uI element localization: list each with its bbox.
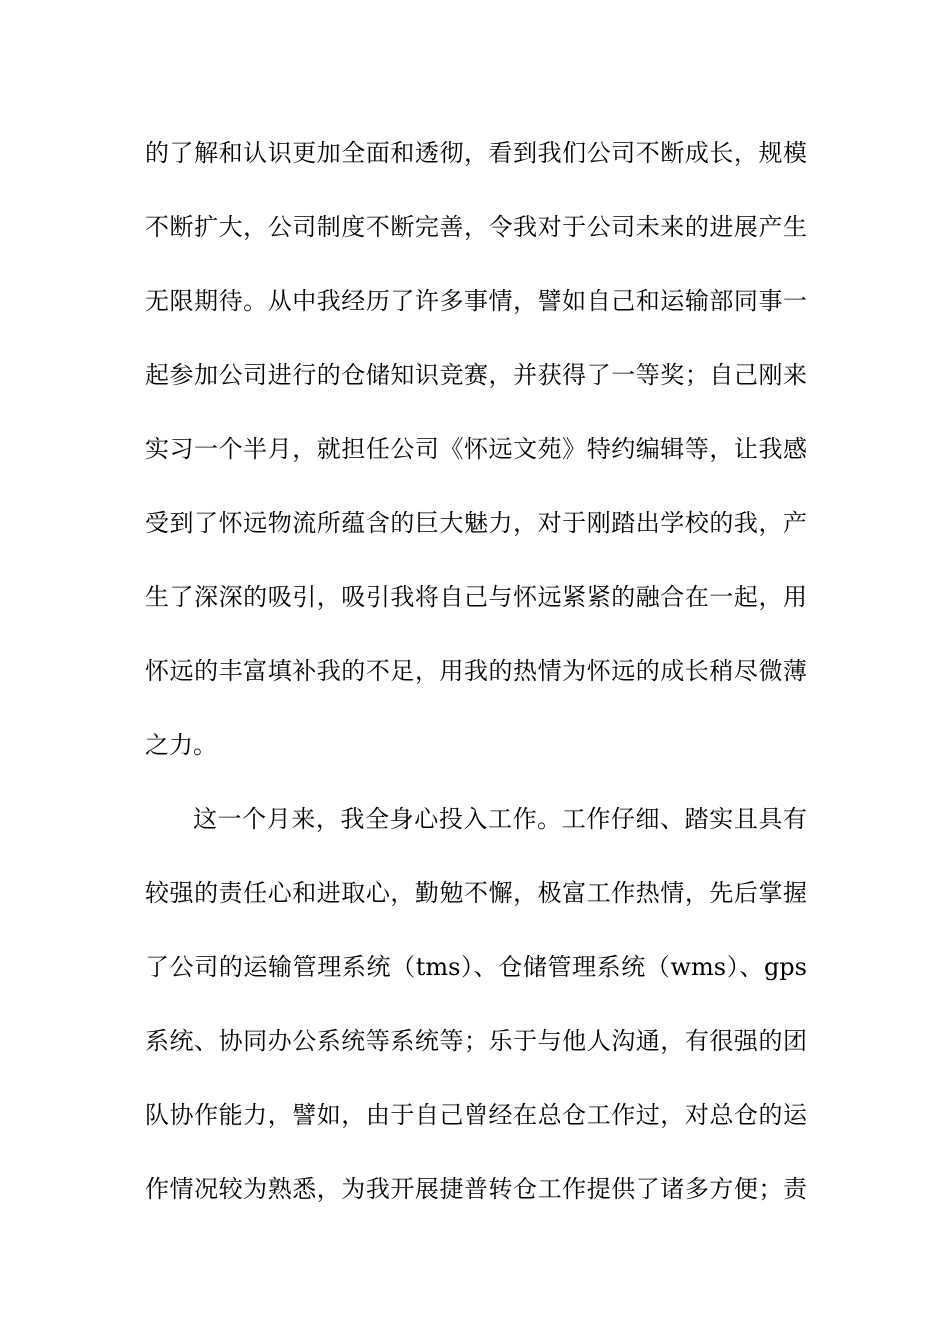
text-line: 实习一个半月，就担任公司《怀远文苑》特约编辑等，让我感 (145, 435, 807, 463)
text-line: 作情况较为熟悉，为我开展捷普转仓工作提供了诸多方便；责 (145, 1175, 807, 1203)
text-line: 无限期待。从中我经历了许多事情，譬如自己和运输部同事一 (145, 287, 807, 315)
text-line: 系统、协同办公系统等系统等；乐于与他人沟通，有很强的团 (145, 1027, 807, 1055)
paragraph-2 (145, 794, 807, 1238)
document-body (145, 128, 807, 1238)
text-line: 较强的责任心和进取心，勤勉不懈，极富工作热情，先后掌握 (145, 879, 807, 907)
text-line: 起参加公司进行的仓储知识竞赛，并获得了一等奖；自己刚来 (145, 361, 807, 389)
paragraph-1 (145, 128, 807, 794)
text-line: 怀远的丰富填补我的不足，用我的热情为怀远的成长稍尽微薄 (145, 657, 807, 685)
text-line: 队协作能力，譬如，由于自己曾经在总仓工作过，对总仓的运 (145, 1101, 807, 1129)
text-line: 不断扩大，公司制度不断完善，令我对于公司未来的进展产生 (145, 213, 807, 241)
text-line: 的了解和认识更加全面和透彻，看到我们公司不断成长，规模 (145, 139, 807, 167)
text-line: 之力。 (145, 731, 217, 759)
text-line: 了公司的运输管理系统（tms）、仓储管理系统（wms）、gps (145, 953, 807, 981)
text-line: 这一个月来，我全身心投入工作。工作仔细、踏实且具有 (193, 805, 807, 833)
text-line: 生了深深的吸引，吸引我将自己与怀远紧紧的融合在一起，用 (145, 583, 807, 611)
text-line: 受到了怀远物流所蕴含的巨大魅力，对于刚踏出学校的我，产 (145, 509, 807, 537)
